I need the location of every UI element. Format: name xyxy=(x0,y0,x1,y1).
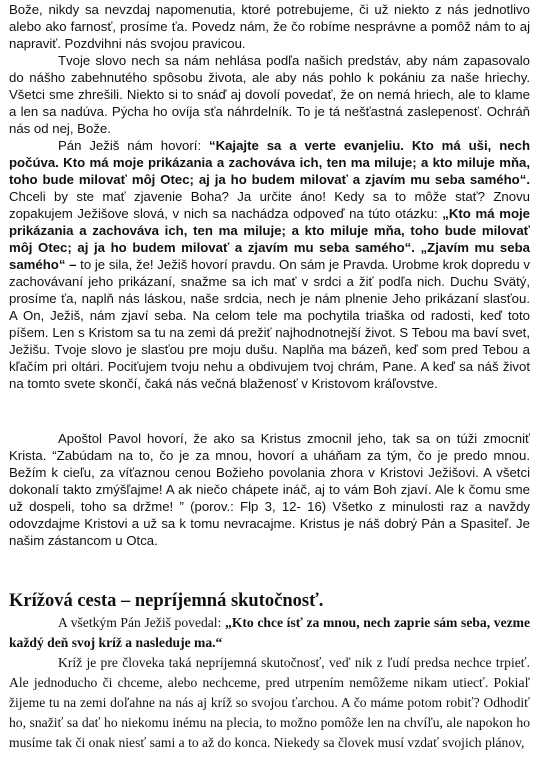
way-of-cross-block xyxy=(9,613,530,753)
revelation-question: Chceli by ste mať zjavenie Boha? Ja určite áno! Kedy sa to môže stať? Znovu zopakujem Ježišove slová, v nich sa nachádza odpoveď na túto otázku: xyxy=(9,189,530,221)
prayer-block xyxy=(9,1,530,392)
paragraph-jesus-says xyxy=(9,137,530,392)
jesus-truth-text: to je sila, že! Ježiš hovorí pravdu. On sám je Pravda. Urobme krok dopredu v zachovávaní jeho prikázaní, snažme sa ich mať v srdci a žiť podľa nich. Duchu Svätý, prosíme ťa, naplň nás láskou, naše srdcia, nech je nám plnenie Jeho prikázaní slasťou. A On, Ježiš, nám zjaví seba. Na celom tele ma pochytila triaška od radosti, keď toto píšem. Len s Kristom sa tu na zemi dá prežiť najhodnotnejší život. S Tebou ma baví svet, Ježišu. Tvoje slovo je slasťou pre moju dušu. Naplňa ma bázeň, keď som pred Tebou a kľačím pri oltári. Pociťujem tvoju nehu a obdivujem tvoj chrám, Pane. A keď sa náš život na tomto svete skončí, čaká nás večná blaženosť v Kristovom kráľovstve. xyxy=(9,257,530,391)
quote-take-up-cross: „Kto chce ísť za mnou, nech zaprie sám seba, vezme každý deň svoj kríž a nasleduje ma.“ xyxy=(9,615,530,650)
paragraph-cross-reality: Kríž je pre človeka taká nepríjemná skutočnosť, veď nik z ľudí predsa nechce trpieť. Ale jednoducho či chceme, alebo nechceme, pred utrpením nemôžeme nikam utiecť. Pokiaľ žijeme tu na zemi doľahne na nás aj kríž so svojou ťarchou. A čo máme potom robiť? Odhodiť ho, snažiť sa dať ho niekomu inému na plecia, to možno pomôže len na chvíľu, ale napokon ho musíme tak či onak niesť sami a to až do konca. Niekedy sa človek musí vzdať svojich plánov, xyxy=(9,655,530,750)
cross-intro-lead: A všetkým Pán Ježiš povedal: xyxy=(58,615,226,630)
apostle-paul-block xyxy=(9,430,530,549)
paragraph-apostle-paul: Apoštol Pavol hovorí, že ako sa Kristus zmocnil jeho, tak sa on túži zmocniť Krista. “Zabúdam na to, čo je za mnou, hovorí a uháňam za tým, čo je predo mnou. Bežím k cieľu, za víťaznou cenou Božieho povolania zhora v Kristovi Ježišovi. A všetci dokonalí takto zmýšľajme! A ak niečo chápete ináč, aj to vám Boh zjaví. Ale k čomu sme už dospeli, toho sa držme! ” (porov.: Flp 3, 12- 16) Všetko z minulosti raz a navždy odovzdajme Kristovi a už sa k tomu nevracajme. Kristus je náš dobrý Pán a Spasiteľ. Je našim zástancom u Otca. xyxy=(9,431,530,548)
section-heading: Krížová cesta – nepríjemná skutočnosť. xyxy=(9,591,324,611)
jesus-says-lead: Pán Ježiš nám hovorí: xyxy=(58,138,209,153)
paragraph-word-of-god: Tvoje slovo nech sa nám nehlása podľa našich predstáv, aby nám zapasovalo do nášho zabehnutého spôsobu života, ale aby nás pohlo k pokániu za naše hriechy. Všetci sme zhrešili. Niekto si to snáď aj dovolí povedať, že on nemá hriech, ale to klame a len sa nadúva. Pýcha ho ovíja sťa náhrdelník. To je tá nešťastná zaslepenosť. Ochráň nás od nej, Bože. xyxy=(9,53,530,136)
quote-commandments: „Kto má moje prikázania a zachováva ich, ten ma miluje; a kto miluje mňa, toho bude milovať môj Otec; aj ja ho budem milovať a zjavím mu seba samého“. „Zjavím mu seba samého“ – xyxy=(9,206,531,272)
paragraph-cross-intro xyxy=(9,613,530,653)
paragraph-prayer-intro: Bože, nikdy sa nevzdaj napomenutia, ktoré potrebujeme, či už niekto z nás jednotlivo alebo ako farnosť, prosíme ťa. Povedz nám, že čo robíme nesprávne a pomôž nám to aj napraviť. Pozdvihni nás svojou pravicou. xyxy=(9,2,530,51)
quote-repent-gospel: “Kajajte sa a verte evanjeliu. Kto má uši, nech počúva. Kto má moje prikázania a zachováva ich, ten ma miluje; a kto miluje mňa, toho bude milovať môj Otec; aj ja ho budem milovať a zjavím mu seba samého“. xyxy=(9,138,530,187)
